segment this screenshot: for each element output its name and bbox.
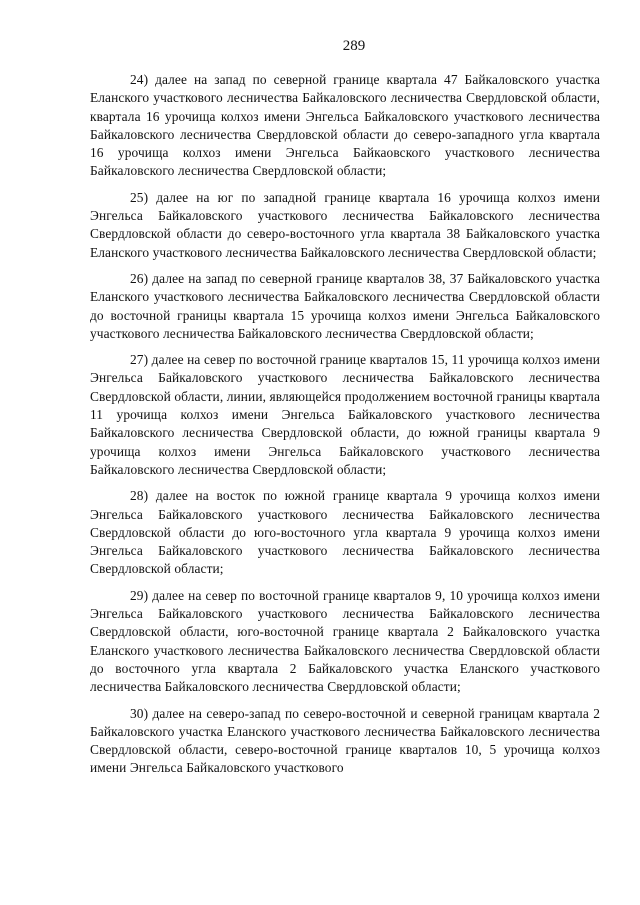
paragraph-24: 24) далее на запад по северной границе квартала 47 Байкаловского участка Еланского участкового лесничества Байкаловского лесничества Свердловской области, квартала 16 урочища колхоз имени Энгельса Байкаловского участкового лесничества Байкаловского лесничества Свердловской области до северо-западного угла квартала 16 урочища колхоз имени Энгельса Байкаовского участкового лесничества Байкаловского лесничества Свердловской области; — [90, 72, 600, 179]
paragraph-30: 30) далее на северо-запад по северо-восточной и северной границам квартала 2 Байкаловского участка Еланского участкового лесничества Байкаловского лесничества Свердловской области, северо-восточной границе кварталов 10, 5 урочища колхоз имени Энгельса Байкаловского участкового — [90, 705, 600, 776]
paragraph-25: 25) далее на юг по западной границе квартала 16 урочища колхоз имени Энгельса Байкаловского участкового лесничества Байкаловского лесничества Свердловской области до северо-восточного угла квартала 38 Байкаловского участка Еланского участкового лесничества Байкаловского лесничества Свердловской области; — [90, 189, 600, 260]
paragraph-29: 29) далее на север по восточной границе кварталов 9, 10 урочища колхоз имени Энгельса Байкаловского участкового лесничества Байкаловского лесничества Свердловской области, юго-восточной границе квартала 2 Байкаловского участка Еланского участкового лесничества Байкаловского лесничества Свердловской области до восточного угла квартала 2 Байкаловского участка Еланского участкового лесничества Байкаловского лесничества Свердловской области; — [90, 587, 600, 695]
page-number: 289 — [342, 38, 366, 54]
paragraph-27: 27) далее на север по восточной границе кварталов 15, 11 урочища колхоз имени Энгельса Байкаловского участкового лесничества Байкаловского лесничества Свердловской области, линии, являющейся продолжением восточной границы квартала 11 урочища колхоз имени Энгельса Байкаловского участкового лесничества Байкаловского лесничества Свердловской области, до южной границы квартала 9 урочища колхоз имени Энгельса Байкаловского участкового лесничества Байкаловского лесничества Свердловской области; — [90, 352, 600, 477]
paragraph-28: 28) далее на восток по южной границе квартала 9 урочища колхоз имени Энгельса Байкаловского участкового лесничества Байкаловского лесничества Свердловской области до юго-восточного угла квартала 9 урочища колхоз имени Энгельса Байкаловского участкового лесничества Байкаловского лесничества Свердловской области; — [90, 488, 600, 577]
paragraph-26: 26) далее на запад по северной границе кварталов 38, 37 Байкаловского участка Еланского участкового лесничества Байкаловского лесничества Свердловской области до восточной границы квартала 15 урочища колхоз имени Энгельса Байкаловского участкового лесничества Байкаловского лесничества Свердловской области; — [90, 270, 600, 341]
